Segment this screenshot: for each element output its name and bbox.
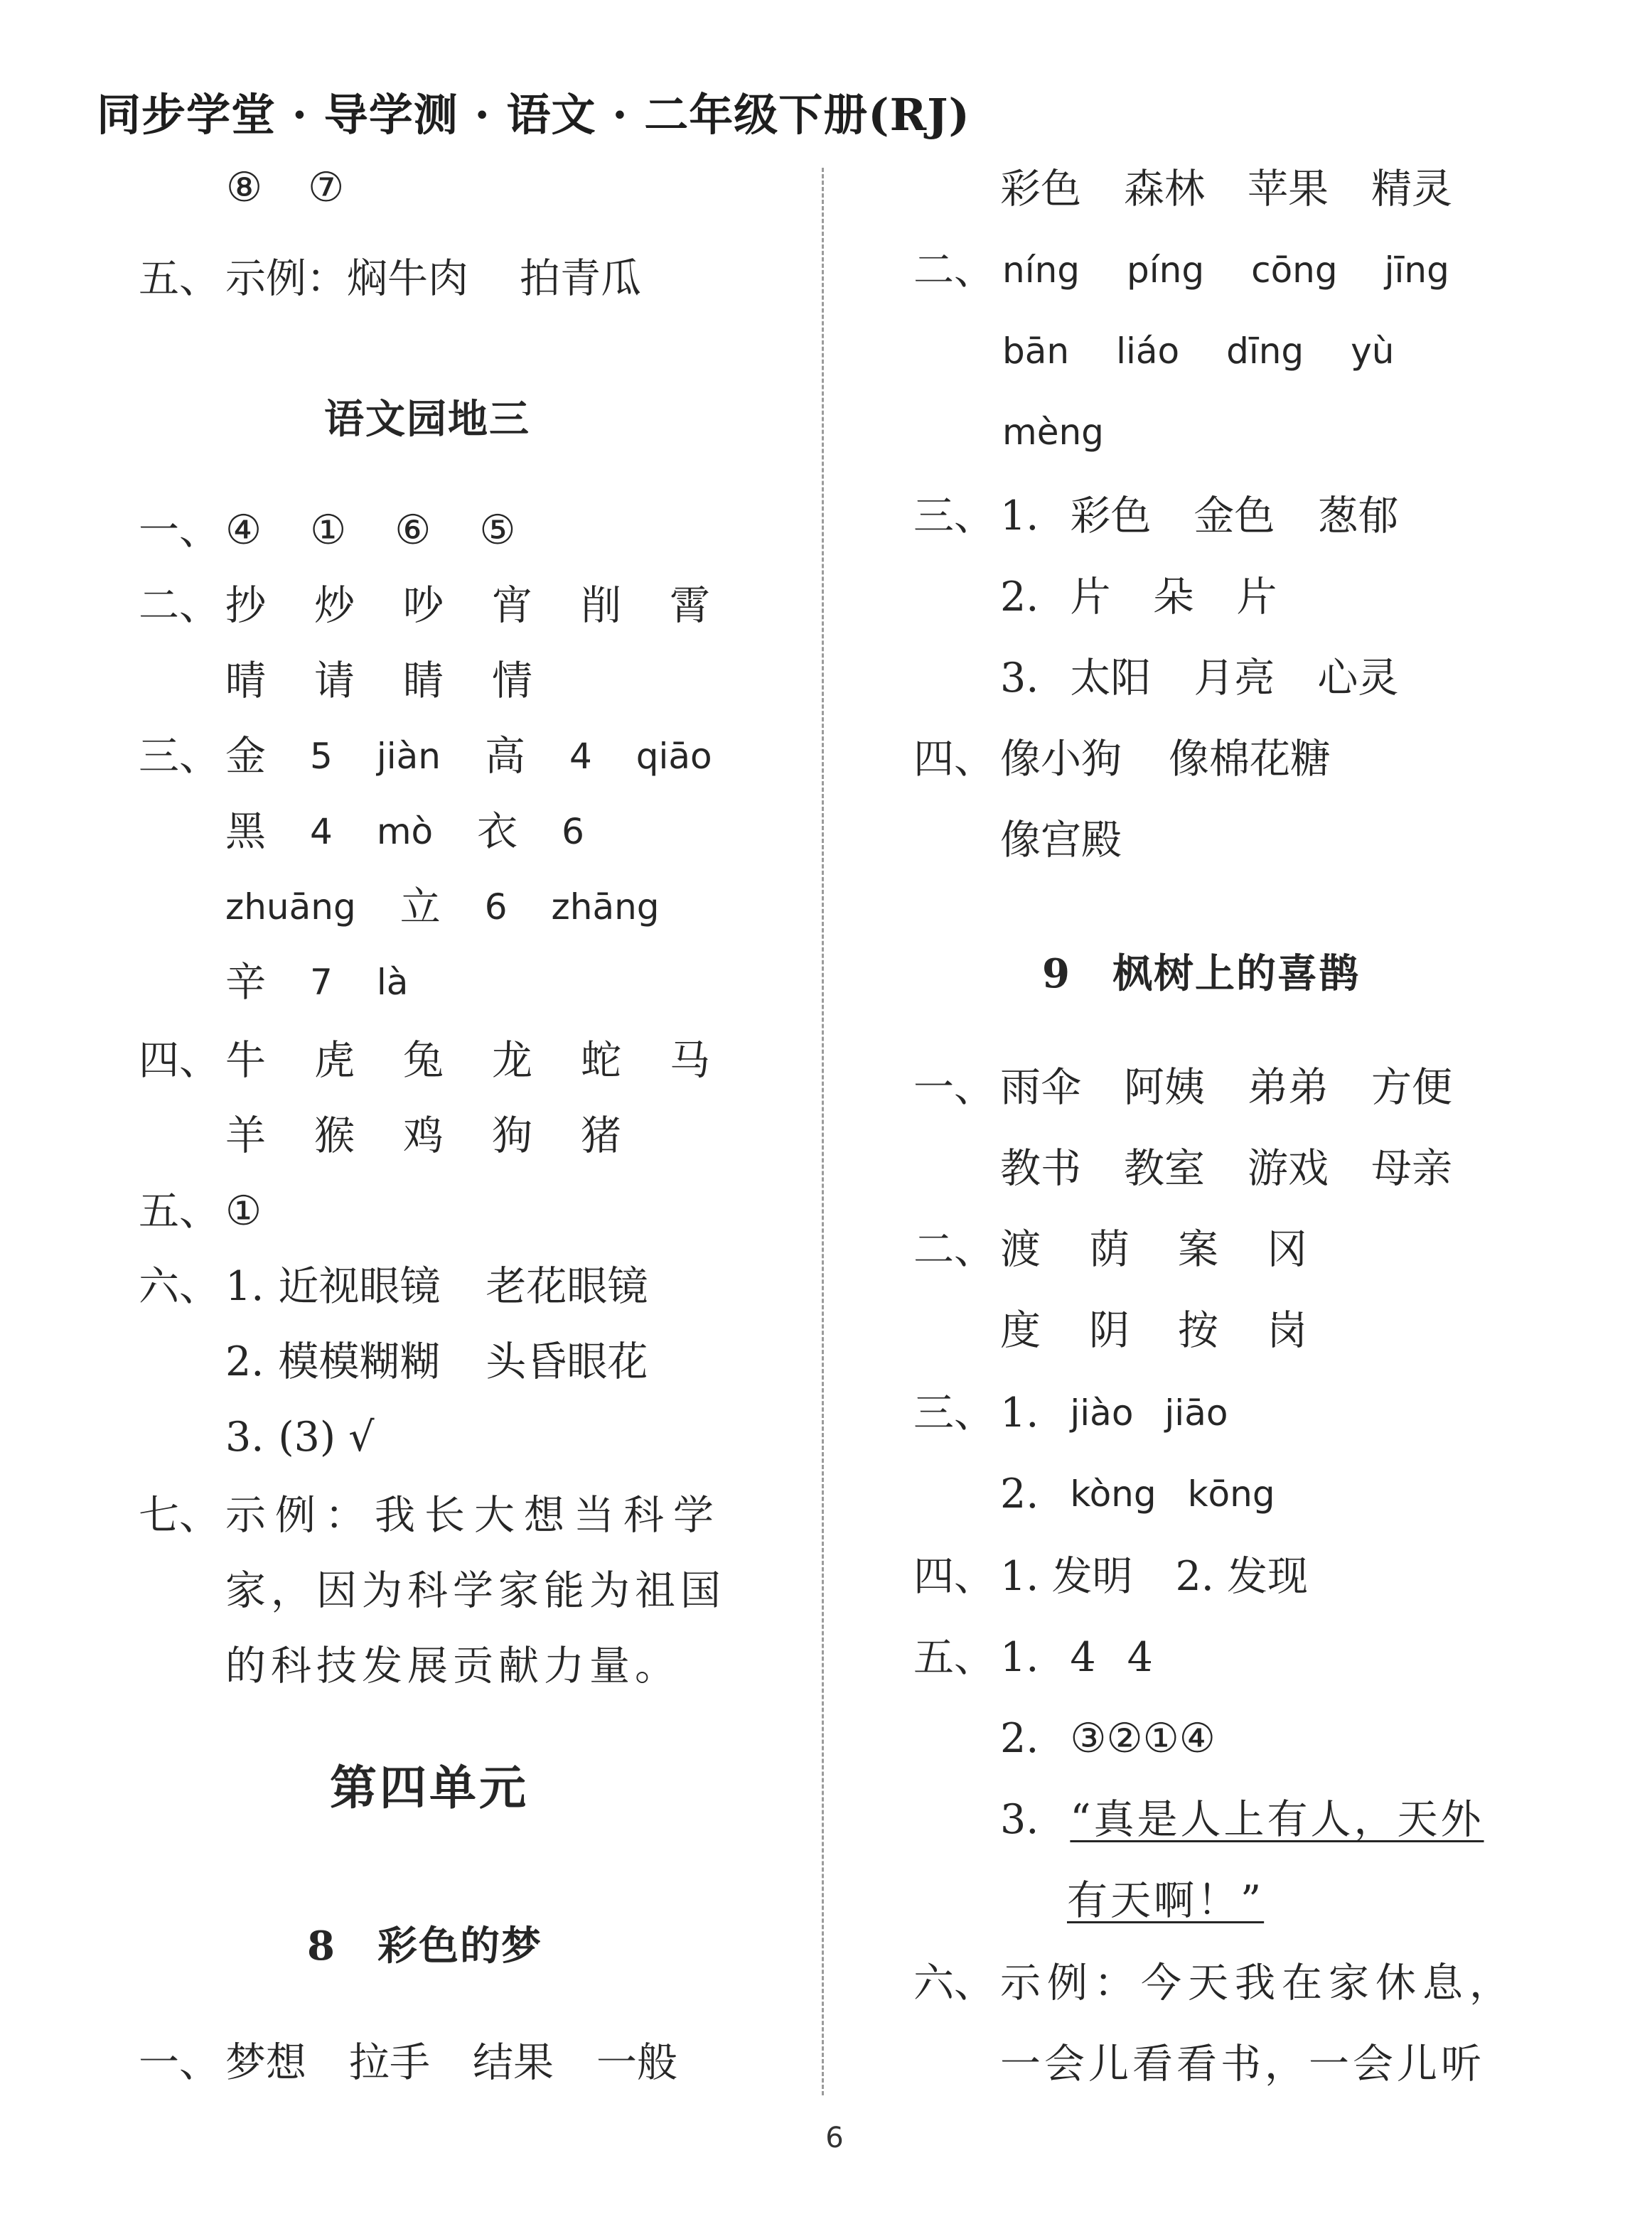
answer-item: 像棉花糖 bbox=[1169, 736, 1331, 783]
answer-item: 辛 bbox=[225, 959, 266, 1006]
answer-item: 金色 bbox=[1194, 493, 1275, 539]
answer-item: 5 bbox=[310, 736, 333, 777]
answer-item: 头昏眼花 bbox=[486, 1338, 648, 1385]
unit-title: 第四单元 bbox=[330, 1760, 529, 1815]
answer-item: 弟弟 bbox=[1248, 1064, 1329, 1111]
lesson-title: 9 枫树上的喜鹊 bbox=[1042, 950, 1360, 997]
pinyin-text: níng bbox=[1002, 249, 1080, 291]
answer-item: 按 bbox=[1178, 1307, 1218, 1354]
pinyin-text: mò bbox=[376, 811, 434, 852]
question-label: 三、 bbox=[913, 1390, 994, 1436]
question-label: 四、 bbox=[913, 1553, 994, 1600]
pinyin-text: cōng bbox=[1251, 249, 1338, 291]
question-label: 六、 bbox=[139, 1263, 220, 1310]
question-label: 三、 bbox=[913, 493, 994, 539]
answer-text: 的科技发展贡献力量。 bbox=[225, 1643, 680, 1690]
answer-item: 方便 bbox=[1371, 1064, 1452, 1111]
answer-item: 猴 bbox=[314, 1112, 355, 1159]
pinyin-text: jiāo bbox=[1164, 1392, 1228, 1434]
pinyin-text: jīng bbox=[1384, 249, 1449, 291]
question-label: 一、 bbox=[139, 507, 220, 554]
pinyin-text: jiào bbox=[1070, 1392, 1134, 1434]
pinyin-text: dīng bbox=[1226, 331, 1304, 372]
answer-item: 游戏 bbox=[1248, 1145, 1329, 1192]
answer-item: 母亲 bbox=[1371, 1145, 1452, 1192]
answer-item: 6 bbox=[562, 811, 584, 852]
pinyin-text: jiàn bbox=[376, 736, 441, 777]
sub-number: 1. bbox=[1000, 1634, 1039, 1681]
answer-item: 梦想 bbox=[225, 2039, 306, 2086]
answer-item: 黑 bbox=[225, 808, 266, 855]
answer-item: 葱郁 bbox=[1317, 493, 1399, 539]
answer-item: 羊 bbox=[225, 1112, 266, 1159]
answer-item: 兔 bbox=[403, 1037, 444, 1084]
answer-item: 阿姨 bbox=[1124, 1064, 1205, 1111]
answer-item: 彩色 bbox=[1070, 493, 1152, 539]
answer-item: 度 bbox=[1000, 1307, 1041, 1354]
answer-item: 一般 bbox=[596, 2039, 677, 2086]
answer-item: 睛 bbox=[403, 657, 444, 704]
question-label: 二、 bbox=[913, 1226, 994, 1273]
answer-item: ① bbox=[310, 507, 347, 554]
answer-item: 龙 bbox=[492, 1037, 532, 1084]
answer-item: 岗 bbox=[1267, 1307, 1307, 1354]
page-header: 同步学堂 · 导学测 · 语文 · 二年级下册(RJ) bbox=[97, 89, 970, 141]
answer-item: 渡 bbox=[1000, 1226, 1041, 1273]
answer-item: (3) √ bbox=[278, 1414, 375, 1461]
answer-item: ① bbox=[225, 1188, 262, 1235]
answer-item: 苹果 bbox=[1248, 166, 1329, 213]
answer-item: 案 bbox=[1178, 1226, 1218, 1273]
question-label: 一、 bbox=[913, 1064, 994, 1111]
answer-item: 心灵 bbox=[1317, 655, 1399, 702]
answer-item: 太阳 bbox=[1070, 655, 1152, 702]
sub-number: 2. bbox=[1000, 1471, 1039, 1517]
question-label: 二、 bbox=[913, 247, 994, 294]
sub-number: 2. bbox=[225, 1338, 264, 1385]
answer-item: 狗 bbox=[492, 1112, 532, 1159]
answer-item: 4 bbox=[569, 736, 592, 777]
sub-number: 3. bbox=[225, 1414, 264, 1461]
answer-item: 高 bbox=[484, 733, 525, 780]
sub-number: 1. bbox=[225, 1263, 264, 1310]
answer-text: 一会儿看看书，一会儿听 bbox=[1000, 2041, 1485, 2088]
sub-number: 2. bbox=[1000, 1715, 1039, 1762]
answer-item: 拍青瓜 bbox=[520, 255, 641, 302]
answer-item: 4 bbox=[1127, 1634, 1153, 1681]
underlined-answer: 有天啊！” bbox=[1067, 1877, 1265, 1924]
answer-item: 2. 发现 bbox=[1175, 1553, 1309, 1600]
answer-text: 家，因为科学家能为祖国 bbox=[225, 1567, 726, 1614]
question-label: 六、 bbox=[913, 1960, 994, 2007]
pinyin-text: liáo bbox=[1116, 331, 1180, 372]
sub-number: 1. bbox=[1000, 1390, 1039, 1436]
answer-item: 炒 bbox=[314, 582, 355, 629]
answer-item: ⑤ bbox=[479, 507, 516, 554]
answer-item: 拉手 bbox=[349, 2039, 430, 2086]
answer-item: ③②①④ bbox=[1070, 1715, 1216, 1762]
answer-item: 牛 bbox=[225, 1037, 266, 1084]
answer-item: 雨伞 bbox=[1000, 1064, 1081, 1111]
answer-item: 像宫殿 bbox=[1000, 817, 1122, 864]
answer-item: ⑦ bbox=[308, 164, 345, 211]
answer-item: 冈 bbox=[1267, 1226, 1307, 1273]
sub-number: 2. bbox=[1000, 574, 1039, 621]
answer-item: 近视眼镜 bbox=[278, 1263, 441, 1310]
question-label: 四、 bbox=[139, 1037, 220, 1084]
question-label: 一、 bbox=[139, 2039, 220, 2086]
answer-item: ④ bbox=[225, 507, 262, 554]
answer-item: 请 bbox=[314, 657, 355, 704]
lesson-title: 8 彩色的梦 bbox=[307, 1923, 542, 1970]
answer-item: 宵 bbox=[492, 582, 532, 629]
question-label: 七、 bbox=[139, 1492, 220, 1539]
answer-item: 衣 bbox=[477, 808, 518, 855]
answer-item: 教书 bbox=[1000, 1145, 1081, 1192]
answer-item: 晴 bbox=[225, 657, 266, 704]
answer-item: 森林 bbox=[1124, 166, 1205, 213]
answer-item: 朵 bbox=[1153, 574, 1194, 621]
answer-item: 猪 bbox=[581, 1112, 621, 1159]
pinyin-text: kòng bbox=[1070, 1473, 1157, 1515]
answer-item: 教室 bbox=[1124, 1145, 1205, 1192]
answer-item: ⑥ bbox=[395, 507, 431, 554]
pinyin-text: mèng bbox=[1002, 412, 1104, 453]
question-label: 四、 bbox=[913, 736, 994, 783]
section-title: 语文园地三 bbox=[324, 396, 530, 443]
page-number: 6 bbox=[825, 2122, 844, 2154]
answer-item: 7 bbox=[310, 962, 333, 1003]
question-label: 五、 bbox=[139, 255, 220, 302]
pinyin-text: qiāo bbox=[635, 736, 712, 777]
answer-item: 情 bbox=[492, 657, 532, 704]
answer-item: 结果 bbox=[473, 2039, 554, 2086]
pinyin-text: kōng bbox=[1187, 1473, 1275, 1515]
answer-item: 马 bbox=[670, 1037, 710, 1084]
pinyin-text: zhuāng bbox=[225, 886, 356, 928]
question-label: 二、 bbox=[139, 582, 220, 629]
answer-item: 吵 bbox=[403, 582, 444, 629]
question-label: 五、 bbox=[139, 1188, 220, 1235]
answer-item: 片 bbox=[1236, 574, 1277, 621]
sub-number: 1. bbox=[1000, 493, 1039, 539]
answer-item: 老花眼镜 bbox=[486, 1263, 648, 1310]
question-label: 五、 bbox=[913, 1634, 994, 1681]
answer-item: 精灵 bbox=[1371, 166, 1452, 213]
answer-item: 霄 bbox=[670, 582, 710, 629]
answer-item: 阴 bbox=[1089, 1307, 1130, 1354]
pinyin-text: píng bbox=[1127, 249, 1205, 291]
answer-item: 示例：焖牛肉 bbox=[225, 255, 468, 302]
answer-item: 抄 bbox=[225, 582, 266, 629]
underlined-answer: “真是人上有人，天外 bbox=[1070, 1796, 1484, 1843]
answer-item: ⑧ bbox=[226, 164, 263, 211]
answer-item: 鸡 bbox=[403, 1112, 444, 1159]
sub-number: 3. bbox=[1000, 1796, 1039, 1843]
answer-item: 月亮 bbox=[1194, 655, 1275, 702]
answer-item: 4 bbox=[1070, 1634, 1096, 1681]
answer-item: 荫 bbox=[1089, 1226, 1130, 1273]
pinyin-text: bān bbox=[1002, 331, 1070, 372]
question-label: 三、 bbox=[139, 733, 220, 780]
answer-text: 示例：今天我在家休息， bbox=[1000, 1960, 1516, 2007]
answer-item: 4 bbox=[310, 811, 333, 852]
answer-item: 6 bbox=[484, 886, 508, 928]
sub-number: 3. bbox=[1000, 655, 1039, 702]
column-divider bbox=[822, 168, 824, 2095]
answer-text: 示例：我长大想当科学 bbox=[225, 1492, 723, 1539]
answer-item: 像小狗 bbox=[1000, 736, 1122, 783]
answer-item: 彩色 bbox=[1000, 166, 1081, 213]
pinyin-text: yù bbox=[1351, 331, 1395, 372]
answer-item: 1. 发明 bbox=[1000, 1553, 1133, 1600]
answer-item: 片 bbox=[1070, 574, 1111, 621]
answer-item: 虎 bbox=[314, 1037, 355, 1084]
answer-item: 金 bbox=[225, 733, 266, 780]
pinyin-text: zhāng bbox=[551, 886, 660, 928]
answer-item: 立 bbox=[399, 883, 441, 930]
answer-item: 蛇 bbox=[581, 1037, 621, 1084]
pinyin-text: là bbox=[376, 962, 409, 1003]
answer-item: 模模糊糊 bbox=[278, 1338, 441, 1385]
answer-item: 削 bbox=[581, 582, 621, 629]
